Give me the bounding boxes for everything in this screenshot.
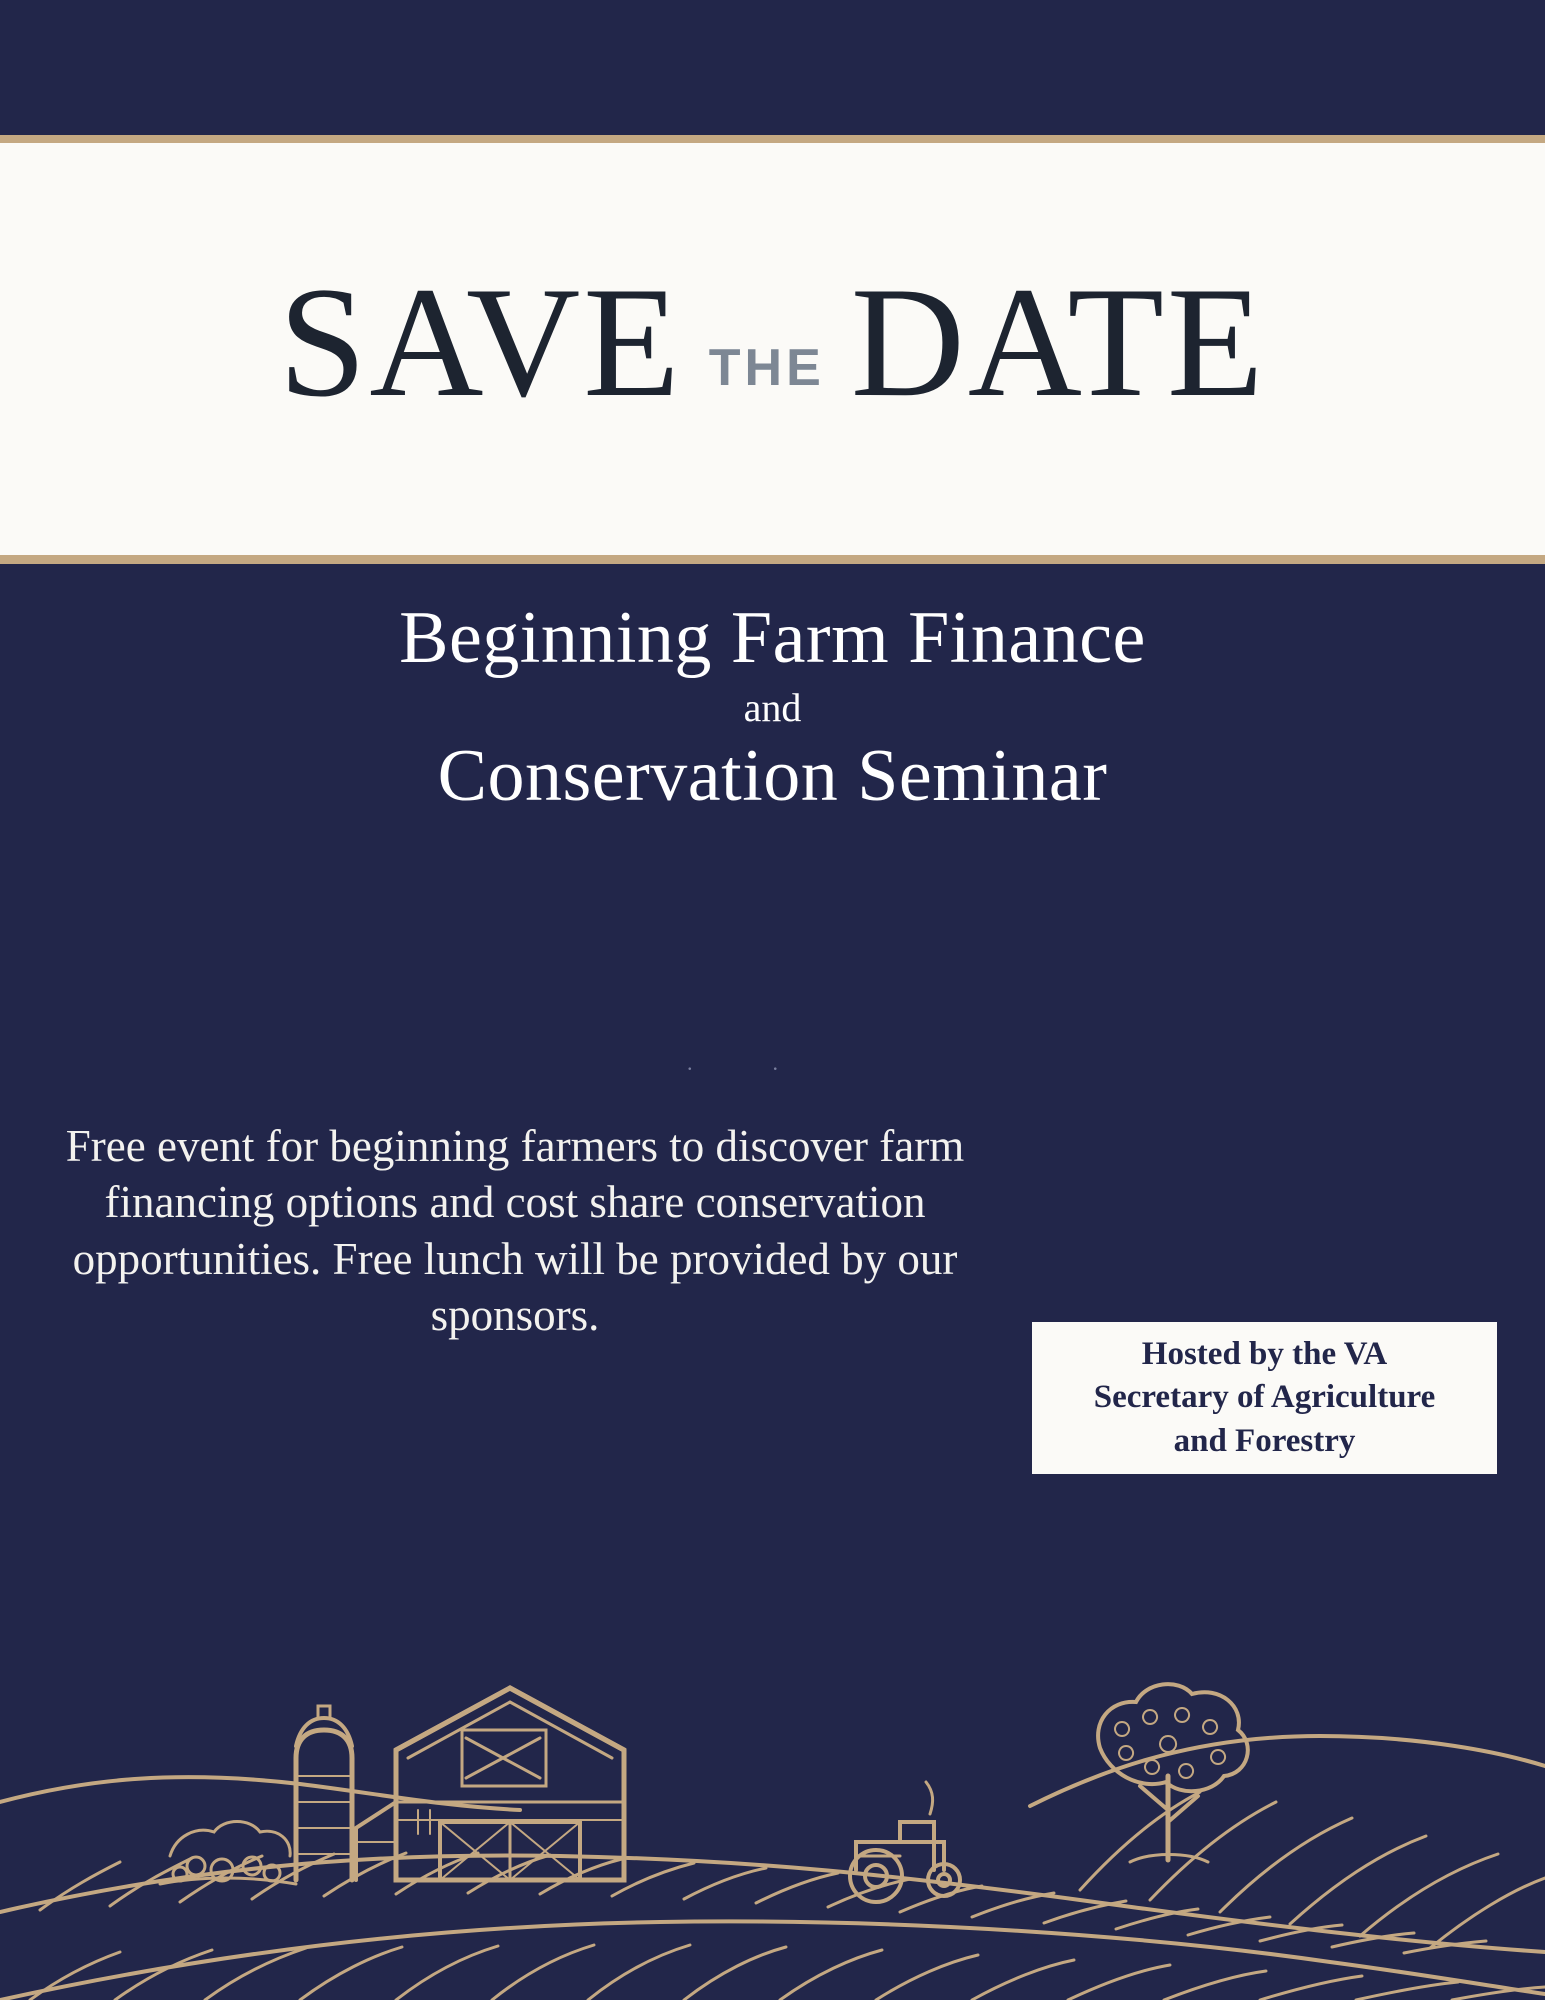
event-title-line-2: Conservation Seminar — [437, 734, 1108, 817]
decorative-dots: .. — [687, 1050, 858, 1075]
event-title-connector: and — [743, 684, 802, 730]
event-title-line-1: Beginning Farm Finance — [399, 597, 1146, 679]
headline-word-the: THE — [708, 339, 825, 397]
host-card-line-2: Secretary of Agriculture — [1093, 1379, 1436, 1416]
farm-landscape-illustration — [0, 1570, 1545, 2000]
host-card — [1032, 1322, 1497, 1474]
event-description: Free event for beginning farmers to discover farm financing options and cost share conservation opportunities. Free lunch will be provided by our sponsors. — [65, 1121, 965, 1340]
headline-word-save: SAVE — [278, 255, 683, 430]
host-card-line-1: Hosted by the VA — [1141, 1335, 1388, 1372]
headline — [278, 255, 1267, 430]
headline-word-date: DATE — [850, 255, 1267, 430]
top-navy-band — [0, 0, 1545, 135]
host-card-line-3: and Forestry — [1173, 1422, 1356, 1459]
top-gold-rule — [0, 135, 1545, 143]
headline-band — [0, 143, 1545, 555]
event-title-block — [0, 597, 1545, 817]
bottom-gold-rule — [0, 555, 1545, 564]
